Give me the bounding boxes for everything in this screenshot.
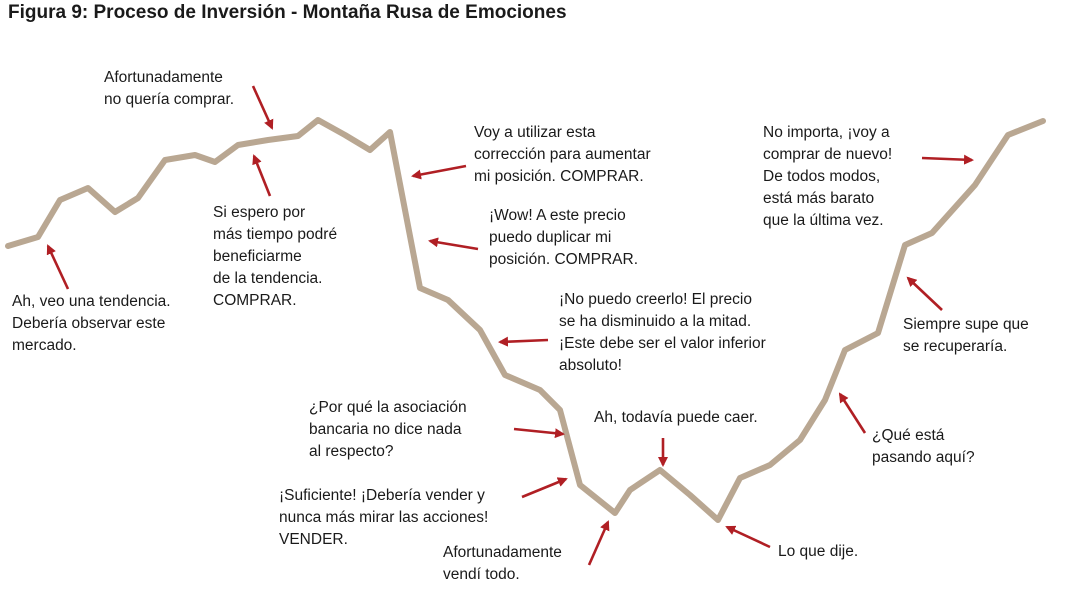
- annotation-line: ¡Suficiente! ¡Debería vender y: [279, 487, 485, 504]
- annotation-line: nunca más mirar las acciones!: [279, 509, 489, 526]
- annotation-line: más tiempo podré: [213, 226, 338, 243]
- annotation-line: Afortunadamente: [443, 544, 562, 561]
- annotation-line: Ah, veo una tendencia.: [12, 293, 171, 310]
- arrow-si-espero: [254, 156, 270, 196]
- annotation-line: corrección para aumentar: [474, 146, 651, 163]
- annotation-line: vendí todo.: [443, 566, 520, 583]
- annotation-line: ¡Wow! A este precio: [489, 207, 626, 224]
- annotation-line: Afortunadamente: [104, 69, 223, 86]
- annotation-lo-que-dije: [778, 541, 858, 563]
- figure-title: Figura 9: Proceso de Inversión - Montaña Rusa de Emociones: [8, 2, 567, 23]
- annotation-correccion: [474, 122, 651, 188]
- annotation-line: ¿Qué está: [872, 427, 945, 444]
- annotation-line: puedo duplicar mi: [489, 229, 612, 246]
- annotation-line: No importa, ¡voy a: [763, 124, 890, 141]
- annotation-line: De todos modos,: [763, 168, 881, 185]
- annotation-line: bancaria no dice nada: [309, 421, 462, 438]
- annotation-line: COMPRAR.: [213, 292, 297, 309]
- arrow-no-importa: [922, 158, 972, 160]
- arrow-que-esta-pasando: [840, 394, 865, 433]
- annotation-line: ¡Este debe ser el valor inferior: [559, 335, 766, 352]
- annotation-vendi: [443, 542, 562, 586]
- arrow-wow: [430, 241, 478, 249]
- annotation-line: Lo que dije.: [778, 543, 859, 560]
- annotation-asociacion: [309, 397, 467, 463]
- annotation-todavia: [594, 407, 758, 429]
- annotation-line: Voy a utilizar esta: [474, 124, 596, 141]
- annotation-siempre-supe: [903, 314, 1029, 358]
- annotation-line: se ha disminuido a la mitad.: [559, 313, 752, 330]
- annotation-line: al respecto?: [309, 443, 394, 460]
- annotation-line: comprar de nuevo!: [763, 146, 893, 163]
- arrow-siempre-supe: [908, 278, 942, 310]
- annotation-line: ¡No puedo creerlo! El precio: [559, 291, 752, 308]
- annotation-line: absoluto!: [559, 357, 622, 374]
- annotation-line: Si espero por: [213, 204, 306, 221]
- annotation-line: ¿Por qué la asociación: [309, 399, 467, 416]
- annotation-line: pasando aquí?: [872, 449, 975, 466]
- annotation-si-espero: [213, 202, 337, 312]
- arrow-suficiente: [522, 479, 566, 497]
- annotation-line: no quería comprar.: [104, 91, 235, 108]
- annotation-que-esta-pasando: [872, 425, 975, 469]
- annotation-line: mercado.: [12, 337, 77, 354]
- annotation-line: posición. COMPRAR.: [489, 251, 639, 268]
- annotation-wow: [489, 205, 638, 271]
- annotation-line: Ah, todavía puede caer.: [594, 409, 758, 426]
- annotation-line: beneficiarme: [213, 248, 302, 265]
- annotation-line: que la última vez.: [763, 212, 884, 229]
- annotation-line: mi posición. COMPRAR.: [474, 168, 644, 185]
- arrow-vendi: [589, 522, 608, 565]
- annotation-line: Debería observar este: [12, 315, 166, 332]
- arrow-asociacion: [514, 429, 563, 434]
- annotation-line: Siempre supe que: [903, 316, 1029, 333]
- annotation-tendencia: [12, 291, 171, 357]
- arrow-lo-que-dije: [727, 527, 770, 547]
- annotation-line: VENDER.: [279, 531, 348, 548]
- annotation-no-puedo-creerlo: [559, 289, 766, 377]
- arrow-afortunadamente-no: [253, 86, 272, 128]
- annotation-no-importa: [763, 122, 892, 232]
- arrow-correccion: [413, 166, 466, 176]
- arrow-no-puedo-creerlo: [500, 340, 548, 342]
- arrow-tendencia: [48, 246, 68, 289]
- annotation-line: de la tendencia.: [213, 270, 323, 287]
- annotation-afortunadamente-no: [104, 67, 234, 111]
- annotation-line: se recuperaría.: [903, 338, 1008, 355]
- annotation-line: está más barato: [763, 190, 875, 207]
